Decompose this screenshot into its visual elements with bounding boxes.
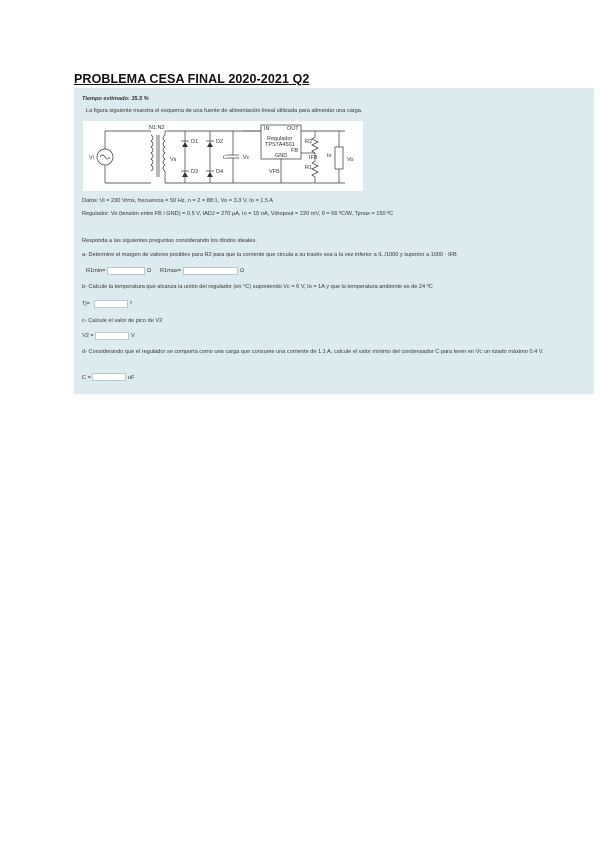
tj-input[interactable] [94, 300, 128, 308]
label-n: N1:N2 [149, 125, 165, 131]
question-b: b- Calcule la temperatura que alcanza la unión del regulador (en °C) suponiendo Vc = 6 V, Io = 1A y que la temperatura ambiente es de 24 ºC [82, 284, 433, 290]
data-line-2: Regulador: Vo (tensión entre FB i GND) = 0.5 V, IADJ = 270 µA, Io = 15 nA, Vdropout = 220 mV, θ = 66 ºC/W, Tjmax = 150 ºC [82, 211, 394, 217]
intro-text: La figura siguiente muestra el esquema de una fuente de alimentación lineal utilizada para alimentar una carga. [86, 108, 363, 114]
label-r2: R2 [305, 139, 313, 145]
label-d2: D2 [216, 139, 224, 145]
r1min-input[interactable] [107, 267, 145, 275]
label-d4: D4 [216, 169, 224, 175]
circuit-svg [83, 121, 363, 191]
r1max-label: R1max= [160, 268, 181, 274]
label-vfb: VFB [269, 169, 280, 175]
data-line-1: Datos: Vi = 230 Vrms, frecuencia = 50 Hz, n = 2 = 88:1, Vo = 3.3 V, Io = 1.5 A [82, 198, 274, 204]
question-d: d- Considerando que el regulador se comporta como una carga que consume una corriente de 1.1 A, calcule el valor mínimo del condensador C para tener en Vc un rizado máximo 0.4 V. [82, 349, 544, 355]
label-out: OUT [287, 126, 299, 132]
label-fb: FB [291, 148, 299, 154]
label-regulator: Regulador [267, 136, 293, 142]
r1min-unit: Ω [147, 268, 152, 274]
page-title: PROBLEMA CESA FINAL 2020-2021 Q2 [74, 72, 310, 86]
circuit-diagram [83, 121, 363, 191]
label-vs: Vs [170, 157, 177, 163]
label-regulator-model: TPS7A4501 [265, 142, 295, 148]
instructions: Responda a las siguientes preguntas considerando los diodos ideales. [82, 238, 257, 244]
label-in: IN [264, 126, 270, 132]
label-c: C [223, 155, 227, 161]
v2-input[interactable] [95, 332, 129, 340]
label-vc: Vc [243, 155, 250, 161]
tj-unit: º [130, 301, 133, 307]
label-d3: D3 [191, 169, 199, 175]
question-a: a- Determine el margen de valores posibles para R2 para que la corriente que circula a su través sea a la vez inferior a IL /1000 y superior a 1000 · IFB [82, 252, 457, 258]
label-ifb: IFB [309, 155, 318, 161]
label-io: Io [327, 153, 332, 159]
c-input[interactable] [92, 373, 126, 381]
label-d1: D1 [191, 139, 199, 145]
label-r1: R1 [305, 165, 313, 171]
v2-label: V2 = [82, 333, 94, 339]
c-unit: uF [128, 375, 135, 381]
label-vi: Vi [89, 155, 94, 161]
label-gnd: GND [275, 153, 288, 159]
r1max-input[interactable] [183, 267, 238, 275]
estimated-time: Tiempo estimado: 35.5 % [82, 96, 149, 102]
question-c: c- Calcule el valor de pico de V2 [82, 318, 163, 324]
r1max-unit: Ω [240, 268, 245, 274]
r1min-label: R1min= [86, 268, 106, 274]
c-label: C = [82, 375, 91, 381]
v2-unit: V [131, 333, 135, 339]
tj-label: Tj= [82, 301, 90, 307]
label-vo: Vo [347, 157, 354, 163]
